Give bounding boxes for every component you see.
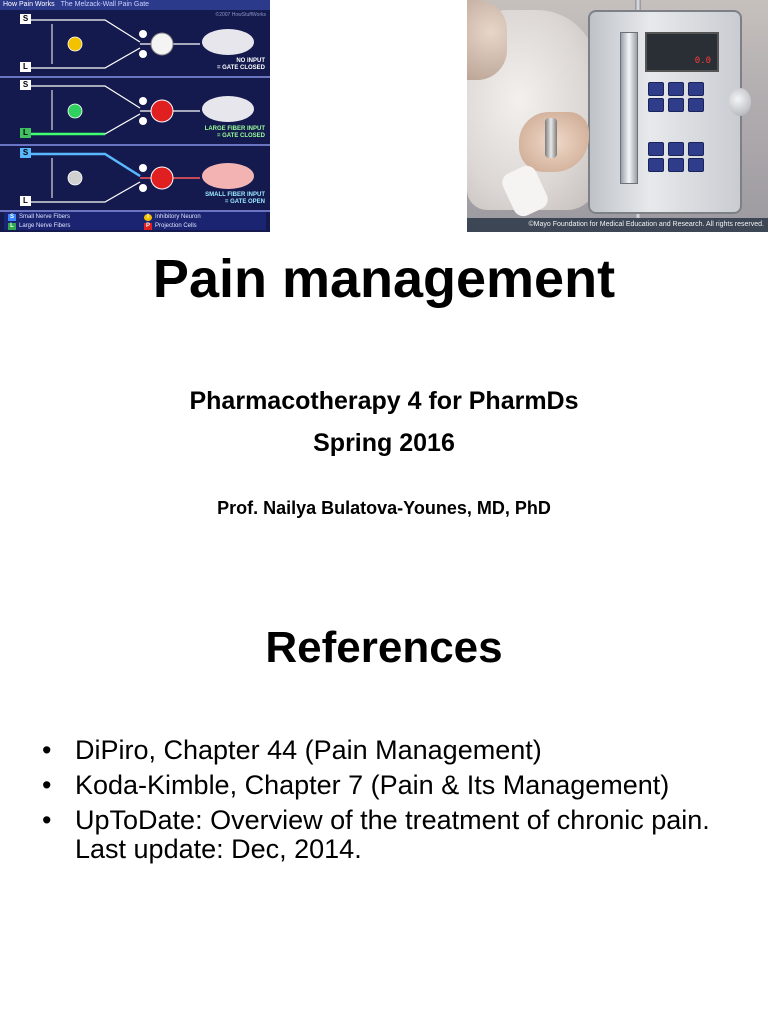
pump-keypad-lower [648,142,714,172]
figure-header [0,0,270,10]
gate-status [170,126,265,140]
gate-panel-large-fiber [0,78,270,146]
pca-button-handle [545,118,557,158]
figure-credit: ©2007 HowStuffWorks [215,12,266,18]
small-fiber-label: S [20,148,31,158]
legend-item-projection-cells: P Projection Cells [145,223,197,229]
reference-text: UpToDate: Overview of the treatment of chronic pain. Last update: Dec, 2014. [75,805,710,864]
gate-status-line1: SMALL FIBER INPUT [205,192,265,198]
infusion-pump-photo [467,0,768,232]
legend-item-large-fibers: L Large Nerve Fibers [8,222,70,230]
legend-item-inhibitory-neuron: I Inhibitory Neuron [144,213,201,221]
gate-status-line1: NO INPUT [236,58,265,64]
figure-legend [4,212,266,230]
figure-header-title: How Pain Works [3,1,55,8]
bullet: • [42,770,52,800]
gate-status-line2: = GATE OPEN [224,199,265,205]
gate-status-line1: LARGE FIBER INPUT [204,126,265,132]
inhibitory-neuron [68,104,82,118]
pump-keypad-upper [648,82,714,112]
inhibitory-neuron [68,37,82,51]
references-list [42,736,742,870]
course-term: Spring 2016 [313,429,455,457]
bullet: • [42,735,52,765]
references-heading: References [265,623,503,672]
author-name: Prof. Nailya Bulatova-Younes, MD, PhD [217,498,551,518]
projection-cell [151,100,173,122]
list-item [42,771,742,800]
brain-icon [202,96,254,122]
pump-display-digits: 0.0 [694,56,711,66]
pump-display [645,32,719,72]
bullet: • [42,805,52,835]
small-fiber-label: S [20,14,31,24]
brain-icon [202,29,254,55]
figure-header-subtitle: The Melzack-Wall Pain Gate [60,1,150,8]
reference-text: DiPiro, Chapter 44 (Pain Management) [75,735,542,765]
gate-status-line2: = GATE CLOSED [216,65,265,71]
pump-knob [729,88,751,116]
gate-status [170,192,265,206]
pca-pump-device [588,10,742,214]
gate-status-line2: = GATE CLOSED [216,133,265,139]
list-item [42,736,742,765]
gate-control-figure [0,0,270,232]
patient-face [467,0,507,80]
list-item [42,806,742,864]
projection-cell [151,33,173,55]
syringe [620,32,638,184]
reference-text: Koda-Kimble, Chapter 7 (Pain & Its Management) [75,770,670,800]
photo-credit: ©Mayo Foundation for Medical Education and Research. All rights reserved. [467,218,768,232]
large-fiber-label: L [20,196,31,206]
projection-cell [151,167,173,189]
gate-panel-no-input [0,12,270,78]
course-name: Pharmacotherapy 4 for PharmDs [189,387,579,415]
slide-title: Pain management [152,249,616,309]
large-fiber-label: L [20,128,31,138]
gate-panel-small-fiber [0,146,270,212]
large-fiber-label: L [20,62,31,72]
small-fiber-label: S [20,80,31,90]
brain-icon [202,163,254,189]
inhibitory-neuron [68,171,82,185]
gate-status [170,58,265,72]
legend-item-small-fibers: S Small Nerve Fibers [9,214,71,220]
